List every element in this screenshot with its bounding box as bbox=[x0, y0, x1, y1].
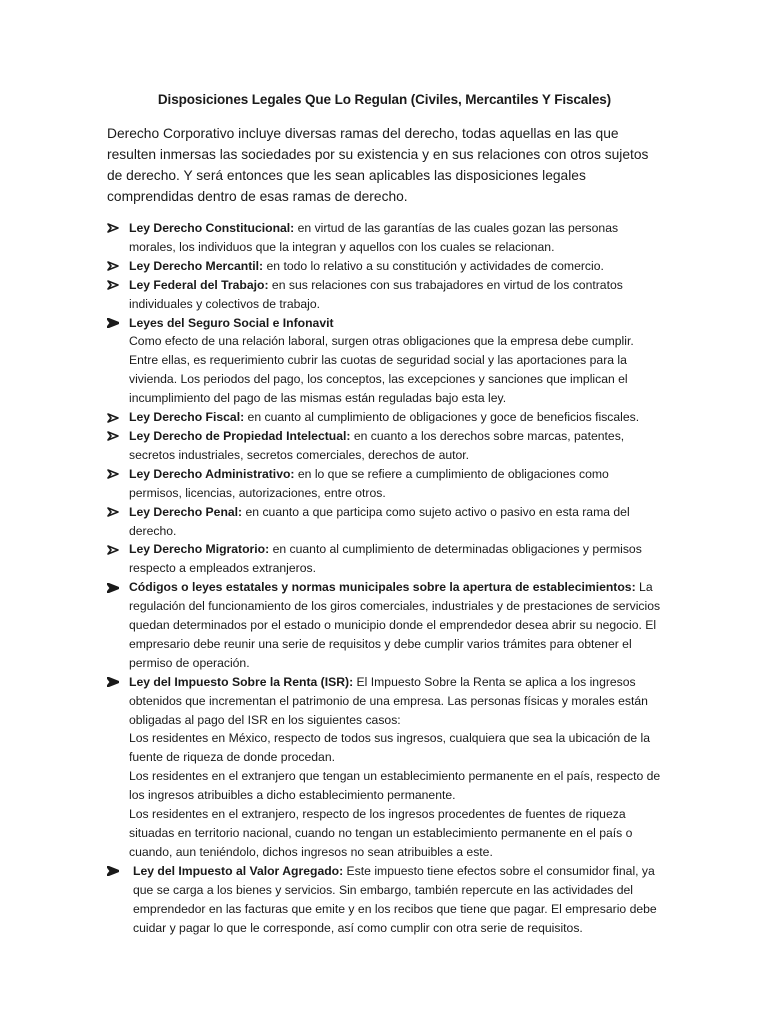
item-text: en cuanto a los derechos sobre marcas, patentes, secretos industriales, secretos comerciales, derechos de autor. bbox=[129, 428, 625, 462]
item-text: en sus relaciones con sus trabajadores en virtud de los contratos individuales y colectivos de trabajo. bbox=[129, 277, 623, 311]
item-paragraph: Los residentes en el extranjero que tengan un establecimiento permanente en el país, respecto de los ingresos atribuibles a dicho establecimiento permanente. bbox=[129, 769, 661, 803]
item-text: Este impuesto tiene efectos sobre el consumidor final, ya que se carga a los bienes y servicios. Sin embargo, también repercute en las actividades del emprendedor en las facturas que emite y en los recibos que tiene que pagar. El empresario debe cuidar y pagar lo que le corresponde, así como cumplir con otra serie de requisitos. bbox=[133, 863, 657, 935]
item-label: Ley Derecho Mercantil: bbox=[129, 258, 264, 273]
item-label: Ley Derecho Administrativo: bbox=[129, 466, 295, 481]
item-text: en cuanto al cumplimiento de obligaciones y goce de beneficios fiscales. bbox=[244, 410, 640, 425]
item-paragraph: Los residentes en el extranjero, respecto de los ingresos procedentes de fuentes de riqueza situadas en territorio nacional, cuando no tengan un establecimiento permanente en el país o cuando, aun teniéndolo, dichos ingresos no sean atribuibles a este. bbox=[129, 807, 633, 859]
arrowhead-bullet-icon bbox=[107, 673, 121, 692]
item-text: en cuanto al cumplimiento de determinadas obligaciones y permisos respecto a empleados extranjeros. bbox=[129, 542, 642, 576]
item-text: La regulación del funcionamiento de los giros comerciales, industriales y de prestaciones de servicios quedan determinados por el estado o municipio donde el emprendedor desea abrir su negocio. El empresario debe reunir una serie de requisitos y debe cumplir varios trámites para obtener el permiso de operación. bbox=[129, 580, 661, 670]
list-item bbox=[107, 578, 662, 673]
item-text: en todo lo relativo a su constitución y actividades de comercio. bbox=[263, 258, 604, 273]
arrowhead-bullet-icon bbox=[107, 503, 121, 522]
arrowhead-bullet-icon bbox=[107, 276, 121, 295]
list-item bbox=[107, 540, 662, 578]
list-item bbox=[107, 862, 662, 938]
item-text: en lo que se refiere a cumplimiento de obligaciones como permisos, licencias, autorizaciones, entre otros. bbox=[129, 466, 609, 500]
list-item bbox=[107, 314, 662, 409]
arrowhead-bullet-icon bbox=[107, 427, 121, 446]
list-item bbox=[107, 219, 662, 257]
list-item bbox=[107, 408, 662, 427]
arrowhead-bullet-icon bbox=[107, 578, 121, 597]
item-label: Ley del Impuesto Sobre la Renta (ISR): bbox=[129, 674, 354, 689]
arrowhead-bullet-icon bbox=[107, 465, 121, 484]
arrowhead-bullet-icon bbox=[107, 219, 121, 238]
item-text: en virtud de las garantías de las cuales gozan las personas morales, los individuos que la integran y aquellos con los cuales se relacionan. bbox=[129, 221, 619, 254]
item-text: El Impuesto Sobre la Renta se aplica a los ingresos obtenidos que incrementan el patrimonio de una empresa. Las personas físicas y morales están obligadas al pago del ISR en los siguientes casos: bbox=[129, 674, 648, 727]
item-label: Ley Federal del Trabajo: bbox=[129, 277, 269, 292]
item-paragraph: Como efecto de una relación laboral, surgen otras obligaciones que la empresa debe cumplir. Entre ellas, es requerimiento cubrir las cuotas de seguridad social y las aportaciones para la vivienda. Los periodos del pago, los conceptos, las excepciones y sanciones que implican el incumplimiento del pago de las mismas están reguladas bajo esta ley. bbox=[129, 334, 634, 406]
arrowhead-bullet-icon bbox=[107, 540, 121, 559]
list-item bbox=[107, 673, 662, 862]
item-label: Ley del Impuesto al Valor Agregado: bbox=[133, 863, 344, 878]
arrowhead-bullet-icon bbox=[107, 862, 121, 881]
arrowhead-bullet-icon bbox=[107, 408, 121, 427]
document-title: Disposiciones Legales Que Lo Regulan (Civiles, Mercantiles Y Fiscales) bbox=[157, 92, 612, 107]
arrowhead-bullet-icon bbox=[107, 314, 121, 333]
list-item bbox=[107, 465, 662, 503]
list-item bbox=[107, 503, 662, 541]
list-item bbox=[107, 257, 662, 276]
intro-paragraph: Derecho Corporativo incluye diversas ramas del derecho, todas aquellas en las que resulten inmersas las sociedades por su existencia y en sus relaciones con otros sujetos de derecho. Y será entonces que les sean aplicables las disposiciones legales comprendidas dentro de esas ramas de derecho. bbox=[107, 126, 649, 204]
list-item bbox=[107, 276, 662, 314]
item-label: Ley Derecho de Propiedad Intelectual: bbox=[129, 428, 351, 443]
item-label: Ley Derecho Constitucional: bbox=[129, 221, 295, 235]
item-label: Ley Derecho Penal: bbox=[129, 504, 243, 519]
list-item bbox=[107, 427, 662, 465]
item-label: Leyes del Seguro Social e Infonavit bbox=[129, 315, 334, 330]
item-paragraph: Los residentes en México, respecto de todos sus ingresos, cualquiera que sea la ubicación de la fuente de riqueza de donde procedan. bbox=[129, 731, 650, 765]
item-label: Ley Derecho Fiscal: bbox=[129, 410, 245, 425]
item-label: Códigos o leyes estatales y normas municipales sobre la apertura de establecimientos: bbox=[129, 580, 636, 595]
arrowhead-bullet-icon bbox=[107, 257, 121, 276]
item-text: en cuanto a que participa como sujeto activo o pasivo en esta rama del derecho. bbox=[129, 504, 630, 538]
item-label: Ley Derecho Migratorio: bbox=[129, 542, 270, 557]
legal-provisions-list bbox=[107, 219, 662, 937]
